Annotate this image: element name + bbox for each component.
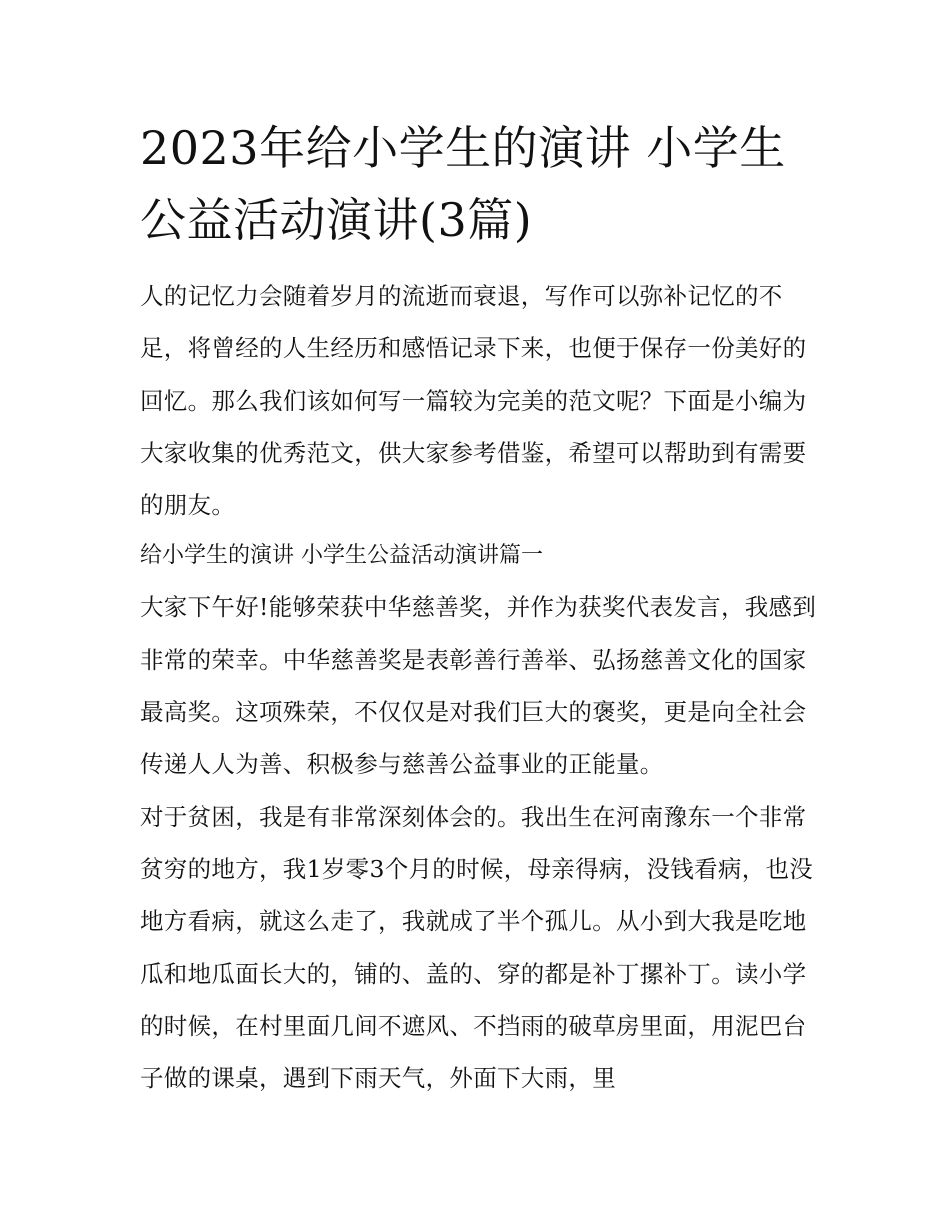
body-paragraph-1: 大家下午好!能够荣获中华慈善奖，并作为获奖代表发言，我感到非常的荣幸。中华慈善奖是表彰善行善举、弘扬慈善文化的国家最高奖。这项殊荣，不仅仅是对我们巨大的褒奖，更是向全社会传递人人为善、积极参与慈善公益事业的正能量。 — [140, 593, 817, 779]
section-heading: 给小学生的演讲 小学生公益活动演讲篇一 — [140, 543, 543, 569]
intro-paragraph: 人的记忆力会随着岁月的流逝而衰退，写作可以弥补记忆的不足，将曾经的人生经历和感悟记录下来，也便于保存一份美好的回忆。那么我们该如何写一篇较为完美的范文呢？下面是小编为大家收集的优秀范文，供大家参考借鉴，希望可以帮助到有需要的朋友。 — [140, 282, 807, 520]
body-paragraph-2: 对于贫困，我是有非常深刻体会的。我出生在河南豫东一个非常贫穷的地方，我1岁零3个月的时候，母亲得病，没钱看病，也没地方看病，就这么走了，我就成了半个孤儿。从小到大我是吃地瓜和地瓜面长大的，铺的、盖的、穿的都是补丁摞补丁。读小学的时候，在村里面几间不遮风、不挡雨的破草房里面，用泥巴台子做的课桌，遇到下雨天气，外面下大雨，里 — [140, 802, 814, 1093]
document-title: 2023年给小学生的演讲 小学生公益活动演讲(3篇) — [140, 121, 786, 247]
document-page — [140, 112, 820, 1104]
